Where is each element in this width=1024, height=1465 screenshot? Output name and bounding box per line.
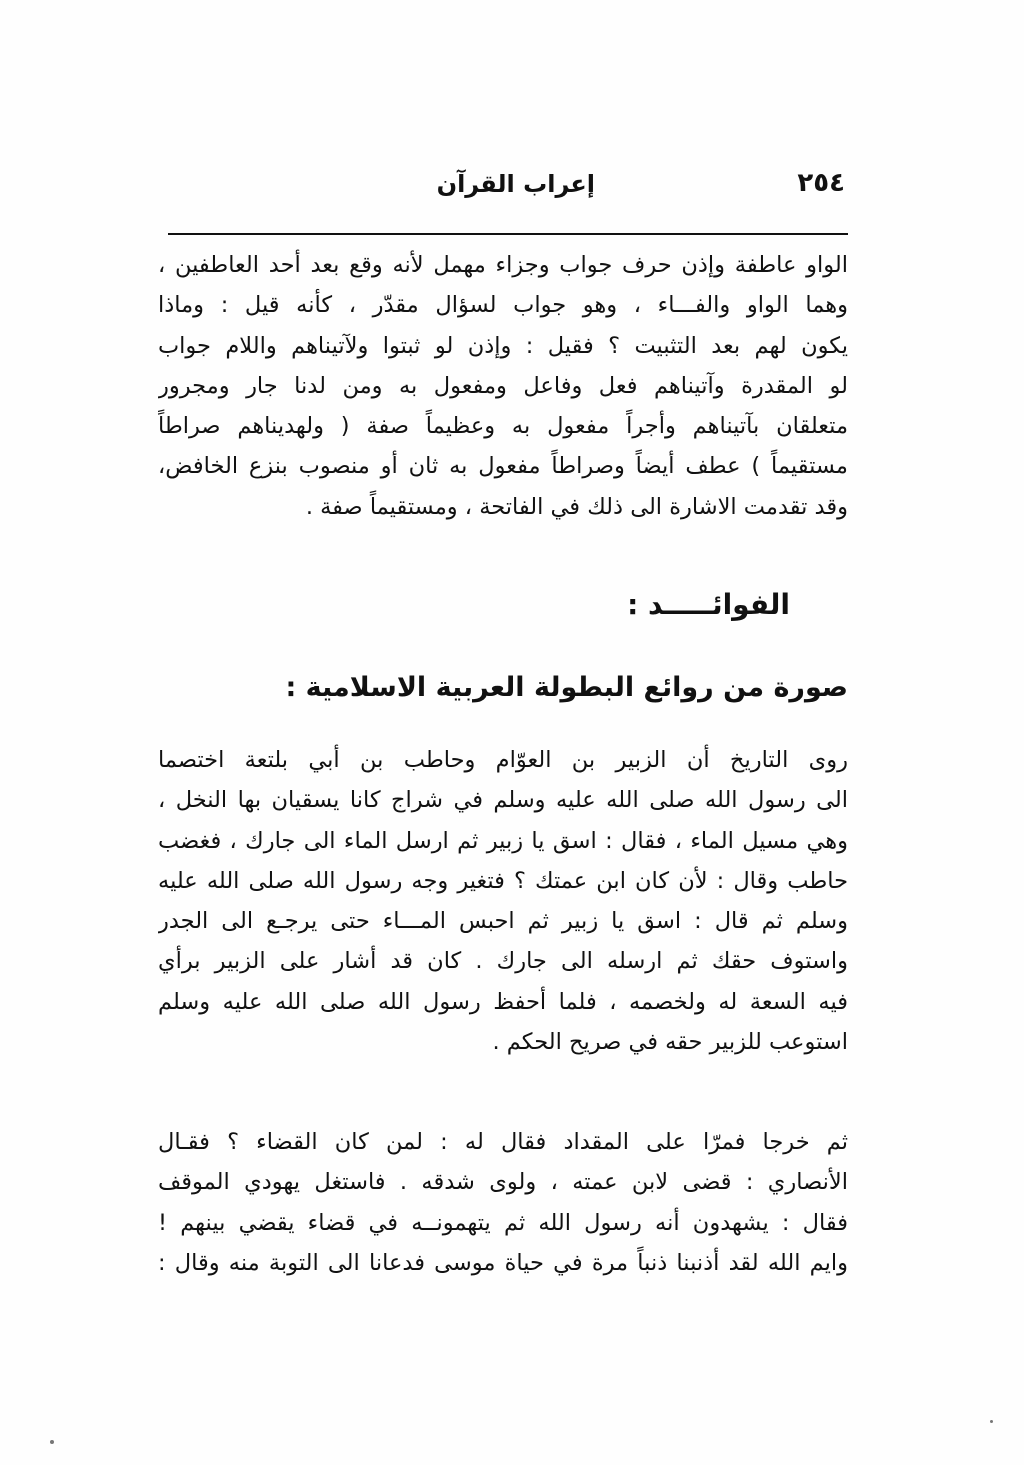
- text-line: واستوف حقك ثم ارسله الى جارك . كان قد أشار على الزبير برأي: [158, 948, 848, 975]
- text-line: استوعب للزبير حقه في صريح الحكم .: [492, 1029, 848, 1056]
- text-line: روى التاريخ أن الزبير بن العوّام وحاطب بن أبي بلتعة اختصما: [158, 747, 848, 773]
- text-line: يكون لهم بعد التثبيت ؟ فقيل : وإذن لو ثبتوا ولآتيناهم واللام جواب: [158, 332, 848, 359]
- text-line: مستقيماً ) عطف أيضاً وصراطاً مفعول به ثان أو منصوب بنزع الخافض،: [158, 453, 848, 480]
- text-line: متعلقان بآتيناهم وأجراً مفعول به وعظيماً صفة ( ولهديناهم صراطاً: [158, 413, 848, 440]
- text-line: وايم الله لقد أذنبنا ذنباً مرة في حياة موسى فدعانا الى التوبة منه وقال :: [158, 1249, 848, 1276]
- story-paragraph-1: [158, 740, 848, 1062]
- text-line: الأنصاري : قضى لابن عمته ، ولوى شدقه . فاستغل يهودي الموقف: [158, 1169, 848, 1196]
- section-heading-story: صورة من روائع البطولة العربية الاسلامية :: [285, 672, 848, 703]
- text-line: فقال : يشهدون أنه رسول الله ثم يتهمونــه في قضاء يقضي بينهم !: [158, 1209, 848, 1236]
- scan-speck: [50, 1440, 54, 1444]
- text-line: فيه السعة له ولخصمه ، فلما أحفظ رسول الله صلى الله عليه وسلم: [158, 988, 848, 1015]
- header-rule: [168, 233, 848, 235]
- scan-speck: [990, 1420, 993, 1423]
- story-paragraph-2: [158, 1122, 848, 1283]
- grammar-paragraph: [158, 245, 848, 527]
- section-heading-fawaid: الفوائـــــد :: [627, 588, 790, 621]
- text-line: وقد تقدمت الاشارة الى ذلك في الفاتحة ، ومستقيماً صفة .: [305, 493, 848, 520]
- running-title: إعراب القرآن: [436, 170, 595, 198]
- page-header: [165, 168, 845, 208]
- text-line: حاطب وقال : لأن كان ابن عمتك ؟ فتغير وجه رسول الله صلى الله عليه: [158, 867, 848, 894]
- page-number: ٢٥٤: [797, 168, 845, 198]
- text-line: الى رسول الله صلى الله عليه وسلم في شراج كانا يسقيان بها النخل ،: [158, 787, 848, 814]
- text-line: وسلم ثم قال : اسق يا زبير ثم احبس المـــاء حتى يرجـع الى الجدر: [158, 908, 848, 935]
- text-line: الواو عاطفة وإذن حرف جواب وجزاء مهمل لأنه وقع بعد أحد العاطفين ،: [158, 252, 848, 278]
- text-line: ثم خرجا فمرّا على المقداد فقال له : لمن كان القضاء ؟ فقـال: [158, 1129, 848, 1155]
- text-line: وهي مسيل الماء ، فقال : اسق يا زبير ثم ارسل الماء الى جارك ، فغضب: [158, 827, 848, 854]
- text-line: وهما الواو والفـــاء ، وهو جواب لسؤال مقدّر ، كأنه قيل : وماذا: [158, 292, 848, 319]
- text-line: لو المقدرة وآتيناهم فعل وفاعل ومفعول به ومن لدنا جار ومجرور: [158, 372, 848, 399]
